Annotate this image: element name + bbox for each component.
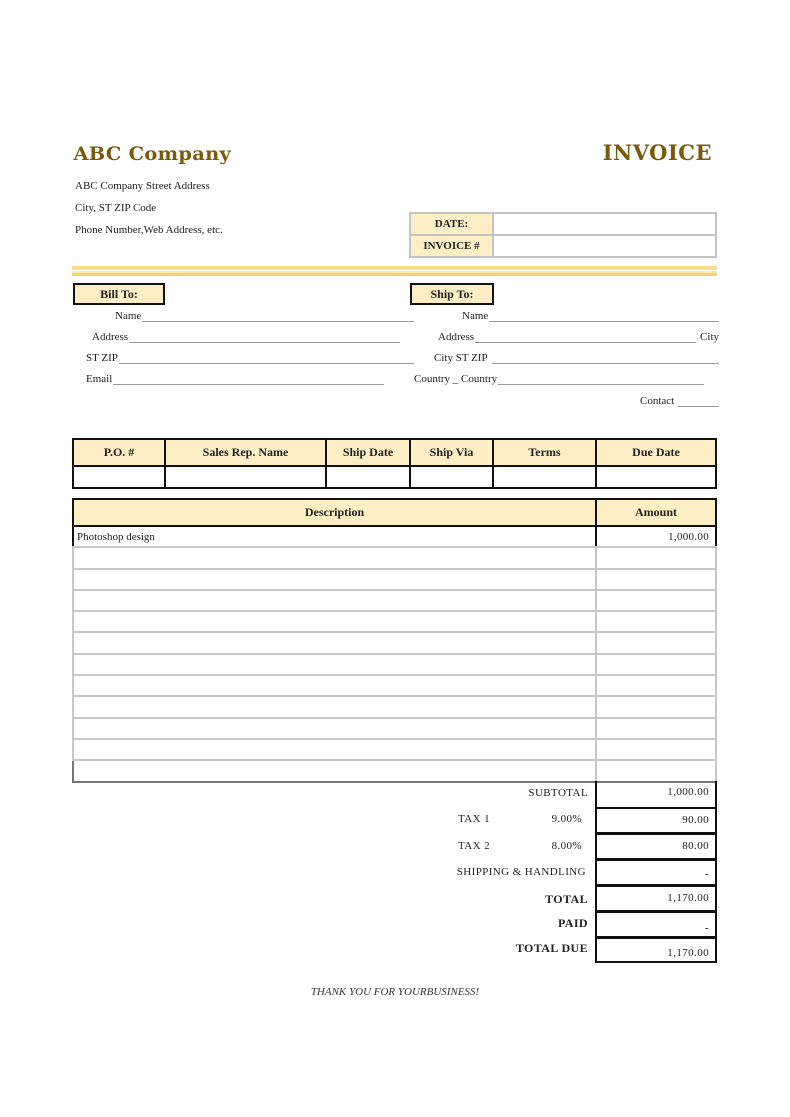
tax1-rate[interactable]: 9.00%	[551, 813, 582, 825]
line-item-amount[interactable]	[596, 718, 716, 739]
line-item-amount[interactable]	[596, 696, 716, 717]
line-item-amount[interactable]	[596, 654, 716, 675]
ship-to-city-st-zip-line[interactable]	[492, 354, 719, 364]
amount-header: Amount	[596, 499, 716, 526]
line-item-amount[interactable]	[596, 739, 716, 760]
tax2-value: 80.00	[595, 833, 717, 860]
date-row	[410, 213, 716, 235]
tax1-value: 90.00	[595, 807, 717, 834]
tax2-label: TAX 2	[458, 840, 490, 852]
ship-via-cell[interactable]	[410, 466, 493, 488]
line-item-row	[73, 760, 716, 781]
ship-to-name-field[interactable]	[462, 310, 719, 322]
ship-to-country-line[interactable]	[498, 375, 704, 385]
bill-to-name-field[interactable]	[115, 310, 414, 322]
invoice-number-label: INVOICE #	[410, 235, 493, 257]
bill-to-address-line[interactable]	[129, 333, 400, 343]
bill-to-email-field[interactable]	[86, 373, 384, 385]
line-item-row	[73, 526, 716, 547]
ship-to-address-label: Address	[438, 331, 475, 343]
line-item-amount[interactable]	[596, 569, 716, 590]
paid-value[interactable]: -	[595, 911, 717, 938]
po-number-header: P.O. #	[73, 439, 165, 466]
bill-to-name-label: Name	[115, 310, 142, 322]
line-item-row	[73, 718, 716, 739]
description-header: Description	[73, 499, 596, 526]
total-due-label: TOTAL DUE	[515, 941, 588, 955]
due-date-header: Due Date	[596, 439, 716, 466]
line-item-description[interactable]	[73, 739, 596, 760]
line-item-description[interactable]	[73, 696, 596, 717]
tax2-rate[interactable]: 8.00%	[551, 840, 582, 852]
bill-to-address-label: Address	[92, 331, 129, 343]
line-item-row	[73, 675, 716, 696]
decorative-band	[72, 266, 717, 270]
ship-to-address-field[interactable]	[438, 331, 719, 343]
line-item-amount[interactable]	[596, 611, 716, 632]
line-item-amount[interactable]	[596, 675, 716, 696]
bill-to-heading: Bill To:	[73, 283, 165, 305]
line-item-description[interactable]	[73, 547, 596, 568]
ship-to-country-label: Country _ Country	[414, 373, 498, 385]
invoice-number-field[interactable]	[493, 235, 716, 257]
ship-via-header: Ship Via	[410, 439, 493, 466]
line-item-amount[interactable]	[596, 760, 716, 781]
bill-to-address-field[interactable]	[92, 331, 400, 343]
line-item-description[interactable]	[73, 718, 596, 739]
bill-to-email-line[interactable]	[113, 375, 384, 385]
bill-to-st-zip-label: ST ZIP	[86, 352, 118, 364]
line-item-description[interactable]	[73, 632, 596, 653]
total-label: TOTAL	[545, 892, 588, 906]
invoice-meta-table	[409, 212, 717, 258]
thank-you-note: THANK YOU FOR YOURBUSINESS!	[310, 986, 480, 998]
ship-to-name-label: Name	[462, 310, 489, 322]
line-item-description[interactable]: Photoshop design	[73, 526, 596, 547]
bill-to-email-label: Email	[86, 373, 113, 385]
decorative-band-lower	[72, 273, 717, 276]
bill-to-st-zip-field[interactable]	[86, 352, 414, 364]
ship-to-city-st-zip-field[interactable]	[434, 352, 719, 364]
ship-to-contact-label: Contact	[640, 395, 675, 407]
sales-rep-header: Sales Rep. Name	[165, 439, 326, 466]
line-item-row	[73, 696, 716, 717]
ship-to-country-field[interactable]	[414, 373, 704, 385]
line-item-description[interactable]	[73, 760, 596, 781]
line-item-row	[73, 632, 716, 653]
line-item-amount[interactable]	[596, 547, 716, 568]
line-item-row	[73, 569, 716, 590]
ship-date-header: Ship Date	[326, 439, 410, 466]
ship-to-contact-line[interactable]	[678, 397, 719, 407]
paid-label: PAID	[557, 916, 588, 930]
sales-rep-cell[interactable]	[165, 466, 326, 488]
invoice-number-row	[410, 235, 716, 257]
po-number-cell[interactable]	[73, 466, 165, 488]
company-contact-line: Phone Number,Web Address, etc.	[75, 224, 223, 236]
line-item-amount[interactable]: 1,000.00	[596, 526, 716, 547]
company-street-address: ABC Company Street Address	[75, 180, 210, 192]
shipping-value[interactable]: -	[595, 859, 717, 886]
line-item-description[interactable]	[73, 611, 596, 632]
terms-cell[interactable]	[493, 466, 596, 488]
bill-to-st-zip-line[interactable]	[119, 354, 414, 364]
ship-to-name-line[interactable]	[489, 312, 719, 322]
subtotal-label: SUBTOTAL	[528, 787, 588, 799]
invoice-title: INVOICE	[602, 140, 712, 165]
line-item-amount[interactable]	[596, 632, 716, 653]
subtotal-value: 1,000.00	[595, 781, 717, 808]
order-info-value-row	[73, 466, 716, 488]
ship-to-city-st-zip-label: City ST ZIP	[434, 352, 488, 364]
total-due-value: 1,170.00	[595, 937, 717, 963]
line-items-table	[72, 498, 717, 783]
shipping-label: SHIPPING & HANDLING	[456, 866, 586, 878]
ship-to-heading: Ship To:	[410, 283, 494, 305]
bill-to-name-line[interactable]	[142, 312, 414, 322]
ship-to-address-line[interactable]	[475, 333, 696, 343]
due-date-cell[interactable]	[596, 466, 716, 488]
date-field[interactable]	[493, 213, 716, 235]
tax1-label: TAX 1	[458, 813, 490, 825]
date-label: DATE:	[410, 213, 493, 235]
line-item-row	[73, 547, 716, 568]
line-item-row	[73, 654, 716, 675]
line-items-header-row	[73, 499, 716, 526]
line-item-description[interactable]	[73, 675, 596, 696]
line-item-description[interactable]	[73, 654, 596, 675]
ship-to-contact-field[interactable]	[640, 395, 719, 407]
total-value: 1,170.00	[595, 885, 717, 912]
order-info-header-row	[73, 439, 716, 466]
line-item-description[interactable]	[73, 590, 596, 611]
terms-header: Terms	[493, 439, 596, 466]
ship-to-city-label: City	[700, 331, 719, 343]
company-name: ABC Company	[73, 143, 232, 165]
company-city-line: City, ST ZIP Code	[75, 202, 157, 214]
line-item-row	[73, 739, 716, 760]
ship-date-cell[interactable]	[326, 466, 410, 488]
line-item-row	[73, 590, 716, 611]
line-item-row	[73, 611, 716, 632]
order-info-table	[72, 438, 717, 489]
line-item-amount[interactable]	[596, 590, 716, 611]
line-items-body	[73, 526, 716, 782]
line-item-description[interactable]	[73, 569, 596, 590]
